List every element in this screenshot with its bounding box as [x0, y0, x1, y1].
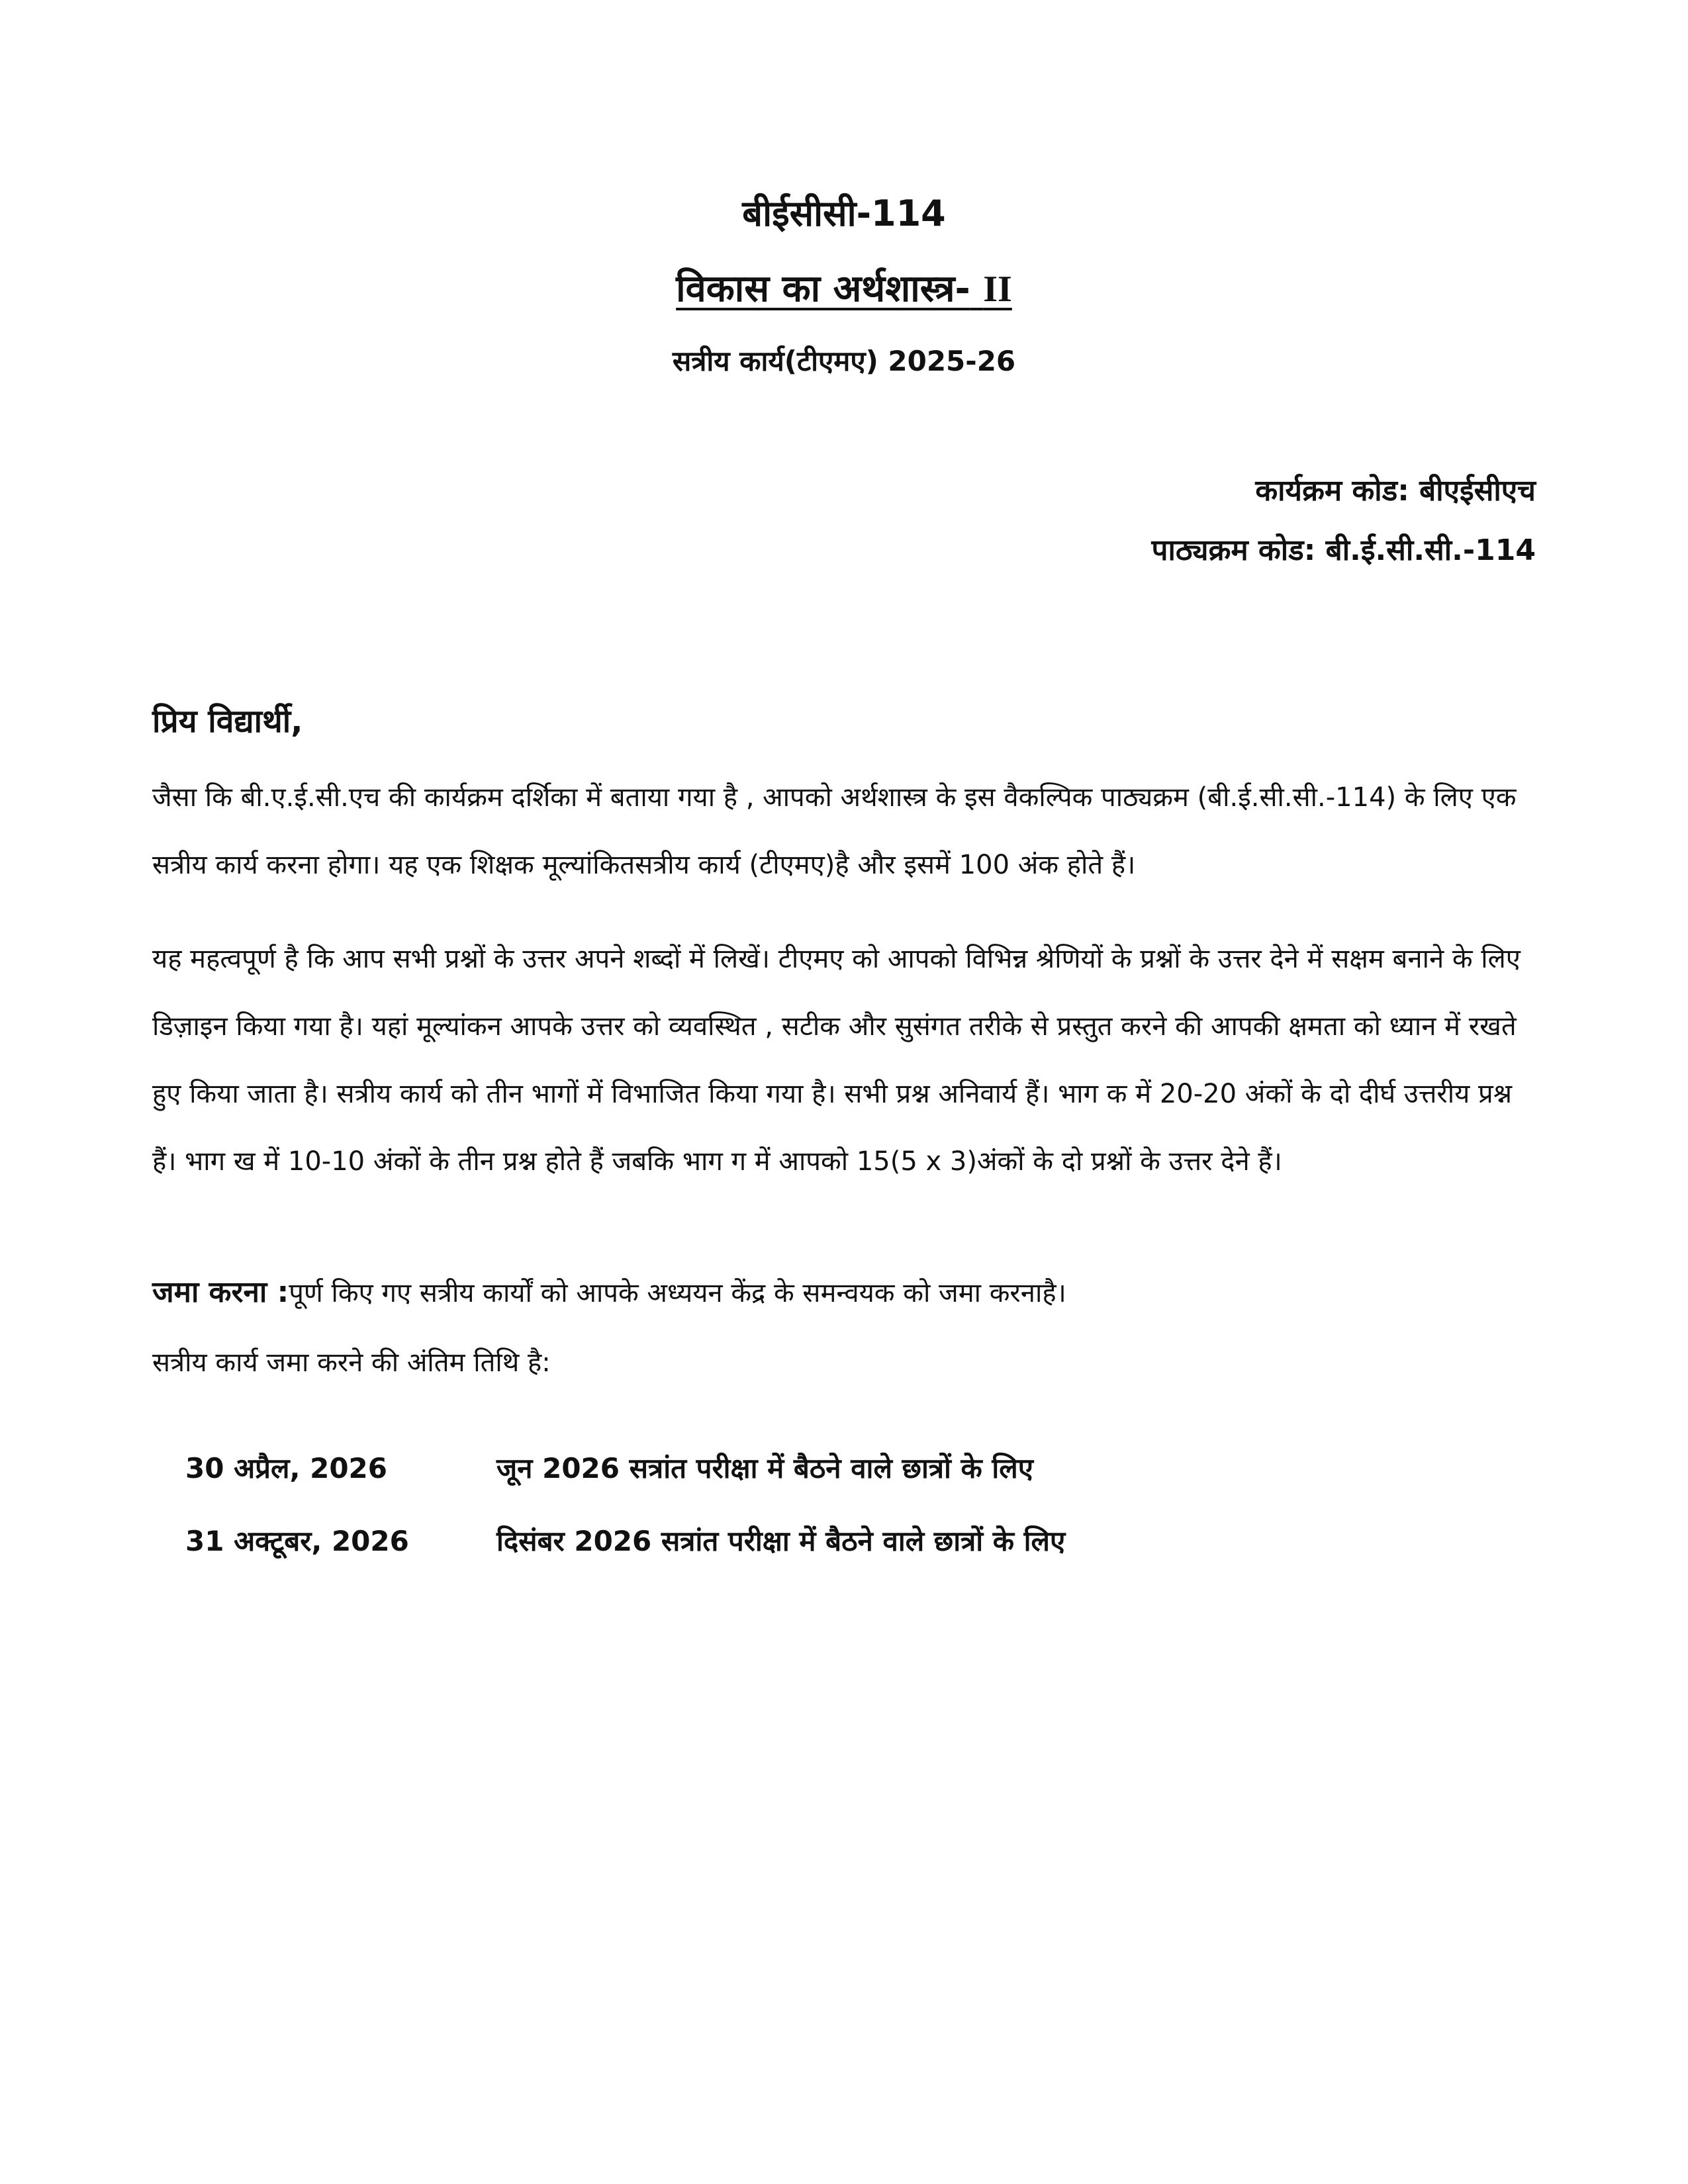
deadline-list	[185, 1432, 1509, 1578]
course-title	[0, 265, 1688, 314]
deadline-date: 31 अक्टूबर, 2026	[185, 1525, 409, 1557]
submission-label: जमा करना :	[152, 1275, 289, 1309]
deadline-date: 30 अप्रैल, 2026	[185, 1452, 388, 1484]
session-subtitle: सत्रीय कार्य(टीएमए) 2025-26	[672, 345, 1016, 377]
deadline-row	[185, 1432, 1509, 1505]
instructions-paragraph: यह महत्वपूर्ण है कि आप सभी प्रश्नों के उत्तर अपने शब्दों में लिखें। टीएमए को आपको विभिन्न श्रेणियों के प्रश्नों के उत्तर देने में सक्षम बनाने के लिए डिज़ाइन किया गया है। यहां मूल्यांकन आपके उत्तर को व्यवस्थित , सटीक और सुसंगत तरीके से प्रस्तुत करने की आपकी क्षमता को ध्यान में रखते हुए किया जाता है। सत्रीय कार्य को तीन भागों में विभाजित किया गया है। सभी प्रश्न अनिवार्य हैं। भाग क में 20-20 अंकों के दो दीर्घ उत्तरीय प्रश्न हैं। भाग ख में 10-10 अंकों के तीन प्रश्न होते हैं जबकि भाग ग में आपको 15(5 x 3)अंकों के दो प्रश्नों के उत्तर देने हैं।	[152, 944, 1521, 1177]
deadline-description: जून 2026 सत्रांत परीक्षा में बैठने वाले छात्रों के लिए	[496, 1452, 1034, 1484]
salutation: प्रिय विद्यार्थी,	[152, 703, 303, 740]
deadline-description: दिसंबर 2026 सत्रांत परीक्षा में बैठने वाले छात्रों के लिए	[496, 1525, 1066, 1557]
intro-paragraph: जैसा कि बी.ए.ई.सी.एच की कार्यक्रम दर्शिका में बताया गया है , आपको अर्थशास्त्र के इस वैकल्पिक पाठ्यक्रम (बी.ई.सी.सी.-114) के लिए एक सत्रीय कार्य करना होगा। यह एक शिक्षक मूल्यांकितसत्रीय कार्य (टीएमए)है और इसमें 100 अंक होते हैं।	[152, 782, 1517, 880]
program-code: कार्यक्रम कोड: बीएईसीएच	[1255, 474, 1536, 508]
course-code-heading: बीईसीसी-114	[742, 193, 946, 234]
deadline-row	[185, 1505, 1509, 1578]
course-code-line: पाठ्यक्रम कोड: बी.ई.सी.सी.-114	[1151, 533, 1536, 567]
submission-text: पूर्ण किए गए सत्रीय कार्यों को आपके अध्ययन केंद्र के समन्वयक को जमा करनाहै।	[289, 1278, 1066, 1308]
submission-paragraph	[152, 1259, 1536, 1327]
course-title-text: विकास का अर्थशास्त्र-	[676, 267, 970, 310]
deadline-intro: सत्रीय कार्य जमा करने की अंतिम तिथि है:	[152, 1347, 551, 1378]
course-title-roman: II	[983, 269, 1012, 310]
